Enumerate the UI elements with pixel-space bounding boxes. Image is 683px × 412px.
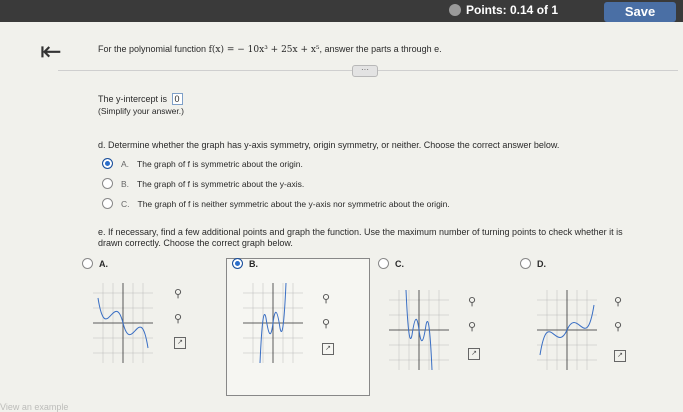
part-d-question: d. Determine whether the graph has y-axis symmetry, origin symmetry, or neither. Choose the correct answer below.	[98, 140, 560, 150]
radio-e-d[interactable]	[520, 258, 531, 269]
graph-a-svg	[88, 278, 158, 368]
y-intercept-text: The y-intercept is	[98, 94, 168, 104]
graph-option-b[interactable]	[232, 258, 258, 269]
top-bar	[0, 0, 683, 22]
graph-a	[88, 278, 158, 368]
graph-option-c[interactable]	[378, 258, 404, 269]
radio-e-b[interactable]	[232, 258, 243, 269]
graph-c	[384, 285, 454, 375]
y-intercept-answer[interactable]: 0	[172, 93, 183, 105]
zoom-in-icon[interactable]: ⚲	[614, 296, 623, 308]
prompt-tail: , answer the parts a through e.	[319, 44, 442, 54]
option-letter: D.	[537, 258, 546, 269]
function-expression: f(x) = − 10x³ + 25x + x⁵	[208, 45, 320, 55]
option-letter: B.	[249, 258, 258, 269]
radio-e-c[interactable]	[378, 258, 389, 269]
graph-option-d[interactable]	[520, 258, 546, 269]
zoom-in-icon[interactable]: ⚲	[322, 293, 331, 305]
option-letter: A.	[99, 258, 108, 269]
popout-icon[interactable]: ↗	[614, 350, 626, 362]
points-label: Points: 0.14 of 1	[466, 3, 559, 17]
points-icon	[449, 4, 461, 16]
option-text: The graph of f is symmetric about the origin.	[137, 158, 303, 169]
graph-d	[532, 285, 602, 375]
graph-d-svg	[532, 285, 602, 375]
prompt-lead: For the polynomial function	[98, 44, 207, 54]
graph-b-svg	[238, 278, 308, 368]
option-letter: B.	[121, 178, 130, 189]
graph-option-a[interactable]	[82, 258, 108, 269]
view-example-link[interactable]: View an example	[0, 402, 69, 412]
option-letter: A.	[121, 158, 130, 169]
option-d-c[interactable]	[102, 198, 450, 209]
zoom-out-icon[interactable]: ⚲	[174, 313, 183, 325]
save-button[interactable]: Save	[604, 2, 676, 22]
option-text: The graph of f is symmetric about the y-axis.	[137, 178, 305, 189]
radio-d-c[interactable]	[102, 198, 113, 209]
expand-more-button[interactable]: ···	[352, 65, 378, 77]
option-letter: C.	[121, 198, 130, 209]
question-prompt	[98, 44, 442, 55]
zoom-out-icon[interactable]: ⚲	[468, 321, 477, 333]
radio-d-a[interactable]	[102, 158, 113, 169]
popout-icon[interactable]: ↗	[174, 337, 186, 349]
back-arrow-icon[interactable]: ⇤	[40, 36, 62, 66]
option-d-a[interactable]	[102, 158, 303, 169]
zoom-out-icon[interactable]: ⚲	[614, 321, 623, 333]
zoom-out-icon[interactable]: ⚲	[322, 318, 331, 330]
graph-b	[238, 278, 308, 368]
graph-c-svg	[384, 285, 454, 375]
radio-e-a[interactable]	[82, 258, 93, 269]
zoom-in-icon[interactable]: ⚲	[468, 296, 477, 308]
option-d-b[interactable]	[102, 178, 304, 189]
part-e-question: e. If necessary, find a few additional points and graph the function. Use the maximum number of turning points to check whether it is drawn correctly. Choose the correct graph below.	[98, 227, 623, 248]
y-intercept-line	[98, 93, 183, 105]
option-letter: C.	[395, 258, 404, 269]
radio-d-b[interactable]	[102, 178, 113, 189]
option-text: The graph of f is neither symmetric about the y-axis nor symmetric about the origin.	[137, 198, 450, 209]
simplify-hint: (Simplify your answer.)	[98, 106, 184, 116]
zoom-in-icon[interactable]: ⚲	[174, 288, 183, 300]
popout-icon[interactable]: ↗	[468, 348, 480, 360]
popout-icon[interactable]: ↗	[322, 343, 334, 355]
